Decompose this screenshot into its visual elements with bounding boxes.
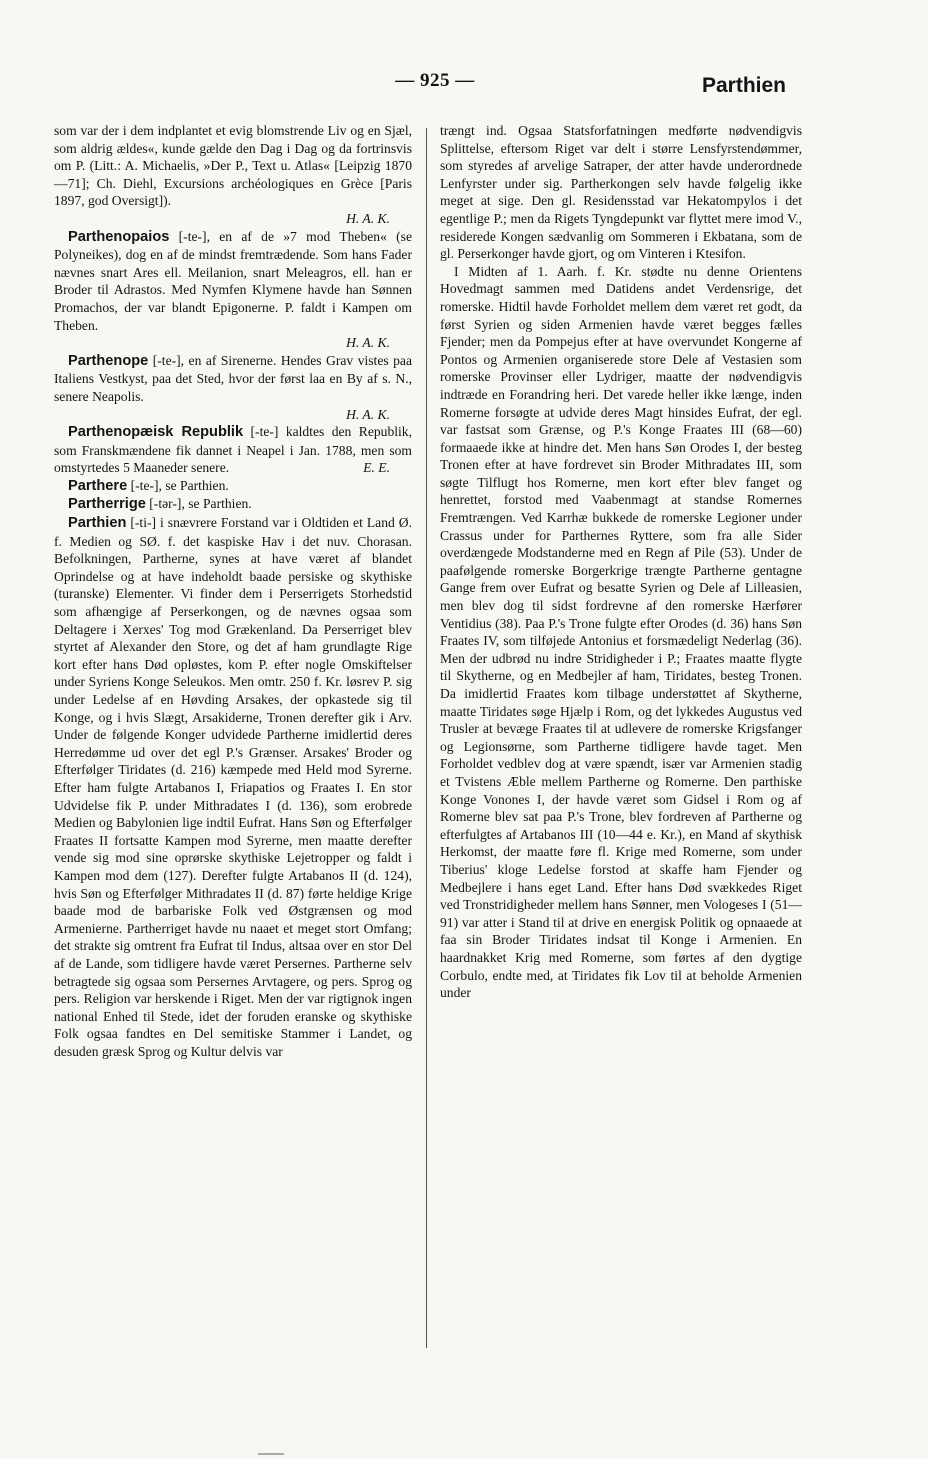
entry-text: [-tər-], se Parthien. xyxy=(149,496,252,512)
author-signature: H. A. K. xyxy=(346,406,390,422)
left-column xyxy=(54,122,412,1060)
entry-text: [-te-] kaldtes den Republik, som Franskmændene fik dannet i Neapel i Jan. 1788, men som omstyrtedes 5 Maaneder senere. xyxy=(54,424,412,476)
entry-parthien xyxy=(54,514,412,1060)
author-signature: H. A. K. xyxy=(346,210,390,226)
headword: Parthenopæisk Republik xyxy=(68,424,244,441)
entry-parthenopaios xyxy=(54,228,412,352)
print-mark xyxy=(258,1453,284,1455)
entry-parthere xyxy=(54,477,412,496)
author-signature: H. A. K. xyxy=(346,335,390,351)
entry-parthenopaeisk-republik xyxy=(54,423,412,477)
entry-text: [-ti-] i snævrere Forstand var i Oldtiden et Land Ø. f. Medien og SØ. f. det kaspiske Hav i det nuv. Chorasan. Befolkningen, Partherne, synes at have været af blandet Oprindelse og at have indeholdt baade persiske og skythiske (turanske) Elementer. Vi finder dem i Perserrigets Storhedstid som afhængige af Perserkongen, og de nævnes ogsaa som Deltagere i Xerxes' Tog mod Grækenland. Da Perserriget blev styrtet af Alexander den Store, og det af ham grundlagte Rige kort efter hans Død opløstes, kom P. efter nogle Omskiftelser under Syriens Konge Seleukos. Men omtr. 250 f. Kr. løsrev P. sig under Ledelse af en Høvding Arsakes, der opkastede sig til Konge, og i hvis Slægt, Arsakiderne, Tronen derefter gik i Arv. Under de følgende Konger udvidede Partherne imidlertid deres Herredømme ud over det egl P.'s Grænser. Arsakes' Broder og Efterfølger Tiridates (d. 216) kæmpede med Held mod Syrerne. Efter ham fulgte Artabanos I, Friapatios og Fraates I. En stor Udvidelse fik P. under Mithradates I (d. 136), som erobrede Medien og Babylonien lige indtil Eufrat. Hans Søn og Efterfølger Fraates II fortsatte Kampen mod Syrerne, men maatte derefter vende sig mod sine oprørske skythiske Lejetropper og faldt i Kampen mod dem (127). Derefter fulgte Artabanos II (d. 124), hvis Søn og Efterfølger Mithradates II (d. 87) førte heldige Krige baade mod de barbariske Folk ved Østgrænsen og mod Armenierne. Partherriget havde nu naaet et meget stort Omfang; det strakte sig omtrent fra Eufrat til Indus, altsaa over en stor Del af de Lande, som tidligere havde været Persernes. Partherne selv betragtede sig ogsaa som Persernes Arvtagere, og pers. Sprog og pers. Religion var herskende i Riget. Men der var rigtignok ingen national Enhed til Stede, idet der foruden eranske og skythiske Folk ogsaa fandtes en Del semitiske Stammer i Landet, og desuden græsk Sprog og Kultur delvis var xyxy=(54,515,412,1059)
entry-text: [-te-], se Parthien. xyxy=(130,477,229,493)
author-signature: E. E. xyxy=(363,460,390,476)
running-head: Parthien xyxy=(701,74,786,97)
entry-parthenope xyxy=(54,352,412,423)
entry-text: I Midten af 1. Aarh. f. Kr. stødte nu denne Orientens Hovedmagt sammen med Datidens andet Verdensrige, det romerske. Hidtil havde Forholdet mellem dem været ret godt, da først Syrien og siden Armenien havde været begges fælles Fjender; men da Pompejus efter at have overvundet Kongerne af Pontos og Armenien organiserede store Dele af Vestasien som romerske Provinser eller Lydriger, maatte der nødvendigvis indtræde en Forandring heri. Det varede heller ikke længe, inden Romerne forsøgte at udvide deres Magt hinsides Eufrat, der egl. var fastsat som Grænse, og P.'s Konge Fraates III (68—60) formaaede ikke at hindre det. Men hans Søn Orodes I, der besteg Tronen efter at have fordrevet sin Broder Mithradates III, som søgte Tilflugt hos Romerne, men kort efter blev fanget og henrettet, forstod med Vaabenmagt at standse Romernes Fremtrængen. Ved Karrhæ bukkede de romerske Legioner under Crassus under for Parthernes Ryttere, som fra alle Sider overdængede Modstanderne med en Regn af Pile (53). Under de paafølgende romerske Borgerkrige trængte Partherne gentagne Gange frem over Eufrat og besatte Syrien og Dele af Lilleasien, men blev dog til sidst fordrevne af den romerske Hærfører Ventidius (38). Paa P.'s Trone fulgte efter Orodes (d. 36) hans Søn Fraates IV, som tilføjede Antonius et forsmædeligt Nederlag (36). Men der udbrød nu indre Stridigheder i P.; Fraates maatte flygte til Skytherne, og en Medbejler af ham, Tiridates, besteg Tronen. Da imidlertid Fraates kom tilbage understøttet af Skytherne, maatte Tiridates søge Hjælp i Rom, og det lykkedes Augustus ved Trusler at bevæge Fraates til at udlevere de romerske Krigsfanger og Legionsørne, som Partherne tidligere havde taget. Men Forholdet vedblev dog at være spændt, især var Armenien stadig et Tvistens Æble mellem Partherne og Romerne. Den parthiske Konge Vonones I, der havde været som Gidsel i Rom og af Romerne blev sat paa P.'s Trone, blev fordreven af Partherne og efterfulgtes af Artabanos III (10—44 e. Kr.), en Mand af skythisk Herkomst, der maatte føre fl. Krige med Romerne, som under Tiberius' kloge Ledelse forstod at skaffe ham Fjender og Medbejlere i hans eget Land. Efter hans Død svækkedes Riget ved Tronstridigheder mellem hans Sønner, men Vologeses I (51—91) var atter i Stand til at drive en energisk Politik og opnaaede at faa sin Broder Tiridates indsat til Konge i Armenien. En haardnakket Krig med Romerne, som førtes af den dygtige Corbulo, endte med, at Tiridates fik Lov til at beholde Armenien under xyxy=(440,263,802,1001)
headword: Parthere xyxy=(68,477,128,494)
headword: Parthenopaios xyxy=(68,228,170,245)
entry-continuation xyxy=(54,122,412,228)
entry-parthien-continued xyxy=(440,122,802,263)
entry-text: [-te-], en af de »7 mod Theben« (se Polyneikes), dog en af de mindst fremtrædende. Som hans Fader nævnes snart Ares ell. Meilanion, snart Meleagros, ell. han er Broder til Adrastos. Med Nymfen Klymene havde han Sønnen Promachos, der var blandt Epigonerne. P. faldt i Kampen om Theben. xyxy=(54,228,412,333)
headword: Parthien xyxy=(68,515,127,532)
column-divider xyxy=(426,128,427,1348)
entry-text: trængt ind. Ogsaa Statsforfatningen medførte nødvendigvis Splittelse, eftersom Riget var delt i større Lensfyrstendømmer, som styredes af arvelige Satraper, der atter havde underordnede Lenfyrster under sig. Partherkongen selv havde følgelig ikke meget at sige. Den gl. Residensstad var Hekatompylos i det egentlige P.; men da Rigets Tyngdepunkt var flyttet mere imod V., residerede Kongen sædvanlig om Sommeren i Ekbatana, som de gl. Perserkonger havde gjort, og om Vinteren i Ktesifon. xyxy=(440,123,802,262)
entry-text: som var der i dem indplantet et evig blomstrende Liv og en Sjæl, som aldrig ældes«, kunde gælde den Dag i Dag og da fortrinsvis om P. (Litt.: A. Michaelis, »Der P., Text u. Atlas« [Leipzig 1870—71]; Ch. Diehl, Excursions archéologiques en Grèce [Paris 1897, god Oversigt]). xyxy=(54,123,412,209)
entry-parthien-paragraph xyxy=(440,263,802,1002)
headword: Partherrige xyxy=(68,496,146,513)
entry-text: [-te-], en af Sirenerne. Hendes Grav vistes paa Italiens Vestkyst, paa det Sted, hvor der først laa en By af s. N., senere Neapolis. xyxy=(54,352,412,404)
headword: Parthenope xyxy=(68,352,149,369)
page-number: — 925 — xyxy=(395,70,475,91)
right-column xyxy=(440,122,802,1002)
entry-partherrige xyxy=(54,495,412,514)
